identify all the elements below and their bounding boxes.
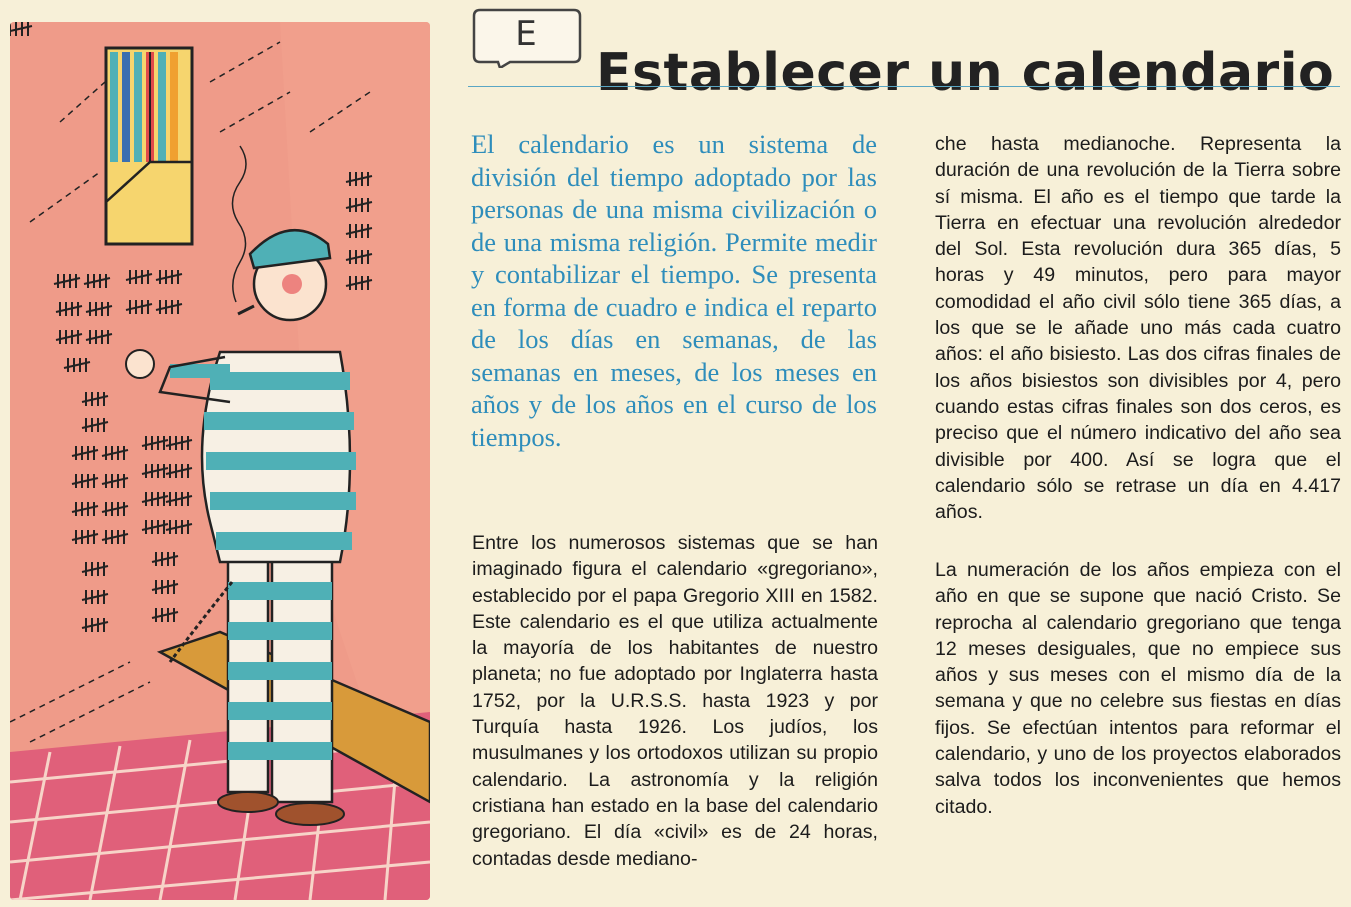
title-divider bbox=[468, 86, 1340, 87]
body-text-column-1: Entre los numerosos sistemas que se han imaginado figura el calendario «gregoriano», establecido por el papa Gregorio XIII en 1582. Este calendario es el que utiliza actualmente la mayoría de los habitantes de nuestro planeta; no fue adoptado por Inglaterra hasta 1752, por la U.R.S.S. hasta 1923 y por Turquía hasta 1926. Los judíos, los musulmanes y los ortodoxos utilizan su propio calendario. La astronomía y la religión cristiana han estado en la base del calendario gregoriano. El día «civil» es de 24 horas, contadas desde mediano- bbox=[472, 532, 878, 870]
barred-window bbox=[106, 48, 192, 244]
section-letter: E bbox=[515, 14, 537, 54]
body-text-column-2-continued: La numeración de los años empieza con el año en que se supone que nació Cristo. Se reprocha al calendario gregoriano que tenga 12 meses desiguales, que no empiece sus años y sus meses con el mismo día de la semana y que no celebre sus fiestas en días fijos. Se efectúan intentos para reformar el calendario, y uno de los proyectos elaborados salva todos los inconvenientes que hemos citado. bbox=[935, 559, 1341, 818]
intro-paragraph: El calendario es un sistema de división del tiempo adoptado por las personas de una misma civilización o de una misma religión. Permite medir y contabilizar el tiempo. Se presenta en forma de cuadro e indica el reparto de los días en semanas, de las semanas en meses, de los meses en años y de los años en el curso de los tiempos. bbox=[471, 129, 877, 452]
page-title: Establecer un calendario bbox=[596, 42, 1335, 103]
prisoner-illustration bbox=[10, 22, 430, 900]
body-text-column-2: che hasta medianoche. Representa la duración de una revolución de la Tierra sobre sí misma. El año es el tiempo que tarde la Tierra en efectuar una revolución alrededor del Sol. Esta revolución dura 365 días, 5 horas y 49 minutos, pero para mayor comodidad el año civil sólo tiene 365 días, a los que se le añade uno más cada cuatro años: el año bisiesto. Las dos cifras finales de los años bisiestos son divisibles por 4, pero cuando estas cifras finales son dos ceros, es preciso que el número indicativo del año sea divisible por 400. Así se logra que el calendario sólo se retrase un día en 4.417 años. bbox=[935, 133, 1341, 524]
